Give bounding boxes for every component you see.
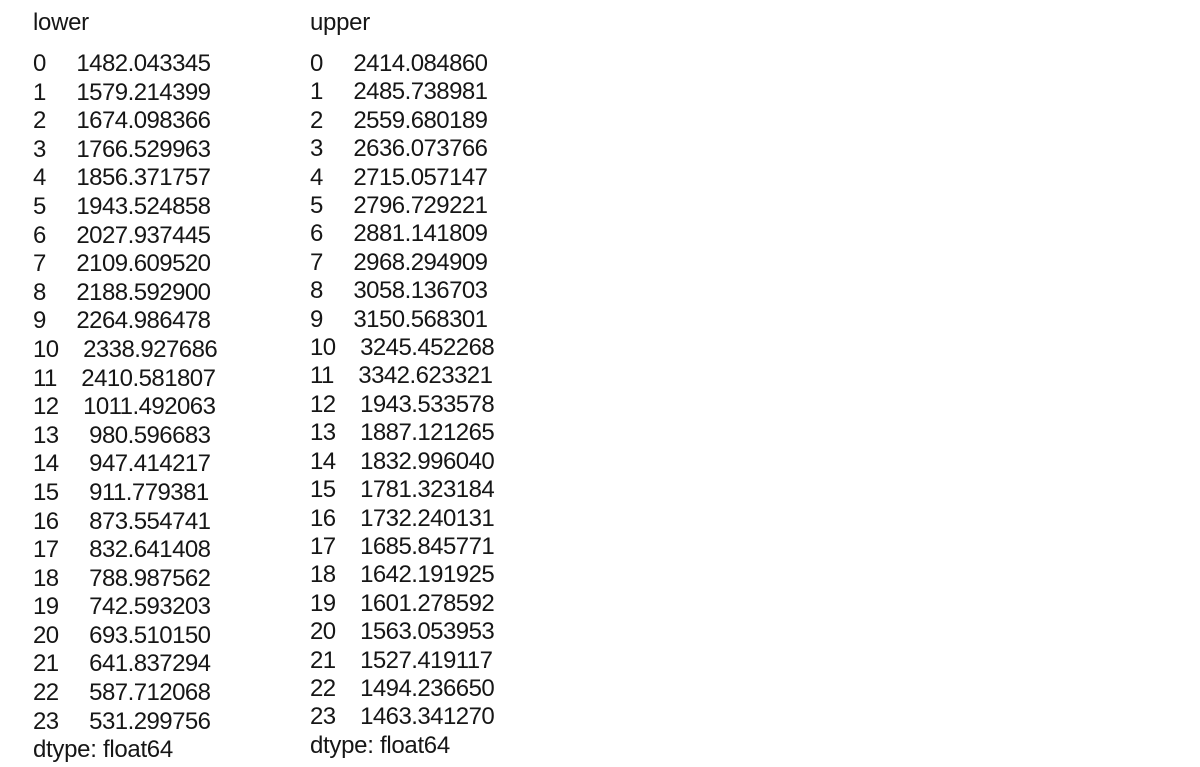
series-row: 4 1856.371757 xyxy=(33,164,211,192)
series-row: 15 911.779381 xyxy=(33,478,209,506)
series-rows-lower xyxy=(33,50,217,736)
series-row: 5 1943.524858 xyxy=(33,192,211,220)
dtype-label-upper: dtype: float64 xyxy=(310,731,450,759)
series-row: 9 2264.986478 xyxy=(33,307,211,335)
series-row: 0 1482.043345 xyxy=(33,50,211,77)
series-row: 13 1887.121265 xyxy=(310,419,495,447)
series-row: 1 2485.738981 xyxy=(310,78,488,106)
series-row: 3 2636.073766 xyxy=(310,135,488,163)
series-row: 9 3150.568301 xyxy=(310,305,488,333)
series-output-lower xyxy=(33,8,217,765)
series-row: 14 947.414217 xyxy=(33,450,211,478)
series-row: 0 2414.084860 xyxy=(310,50,488,77)
series-row: 16 1732.240131 xyxy=(310,504,495,532)
series-row: 6 2027.937445 xyxy=(33,221,211,249)
series-row: 15 1781.323184 xyxy=(310,476,495,504)
series-row: 4 2715.057147 xyxy=(310,163,488,191)
series-name-lower: lower xyxy=(33,9,89,36)
series-row: 8 3058.136703 xyxy=(310,277,488,305)
series-row: 2 1674.098366 xyxy=(33,107,211,135)
series-row: 18 788.987562 xyxy=(33,564,211,592)
series-row: 20 693.510150 xyxy=(33,621,211,649)
series-row: 17 1685.845771 xyxy=(310,532,495,560)
series-row: 22 1494.236650 xyxy=(310,674,495,702)
series-output-upper xyxy=(310,8,494,760)
dtype-label-lower: dtype: float64 xyxy=(33,736,173,764)
series-row: 11 3342.623321 xyxy=(310,362,493,390)
series-row: 5 2796.729221 xyxy=(310,192,488,220)
series-row: 19 742.593203 xyxy=(33,593,211,621)
series-rows-upper xyxy=(310,50,494,732)
series-row: 2 2559.680189 xyxy=(310,106,488,134)
series-row: 13 980.596683 xyxy=(33,421,211,449)
series-row: 18 1642.191925 xyxy=(310,561,495,589)
series-row: 23 531.299756 xyxy=(33,707,211,735)
series-row: 10 3245.452268 xyxy=(310,334,495,362)
series-row: 21 1527.419117 xyxy=(310,646,493,674)
series-row: 14 1832.996040 xyxy=(310,447,495,475)
series-row: 6 2881.141809 xyxy=(310,220,488,248)
series-row: 12 1011.492063 xyxy=(33,393,216,421)
series-row: 16 873.554741 xyxy=(33,507,211,535)
series-row: 19 1601.278592 xyxy=(310,589,495,617)
series-row: 7 2109.609520 xyxy=(33,250,211,278)
series-row: 23 1463.341270 xyxy=(310,703,495,731)
series-row: 1 1579.214399 xyxy=(33,78,211,106)
series-row: 10 2338.927686 xyxy=(33,335,218,363)
series-name-upper: upper xyxy=(310,9,370,36)
series-row: 20 1563.053953 xyxy=(310,618,495,646)
series-row: 8 2188.592900 xyxy=(33,278,211,306)
series-row: 22 587.712068 xyxy=(33,679,211,707)
series-row: 17 832.641408 xyxy=(33,536,211,564)
series-row: 21 641.837294 xyxy=(33,650,211,678)
series-row: 7 2968.294909 xyxy=(310,248,488,276)
series-row: 3 1766.529963 xyxy=(33,135,211,163)
series-row: 12 1943.533578 xyxy=(310,390,495,418)
series-row: 11 2410.581807 xyxy=(33,364,216,392)
